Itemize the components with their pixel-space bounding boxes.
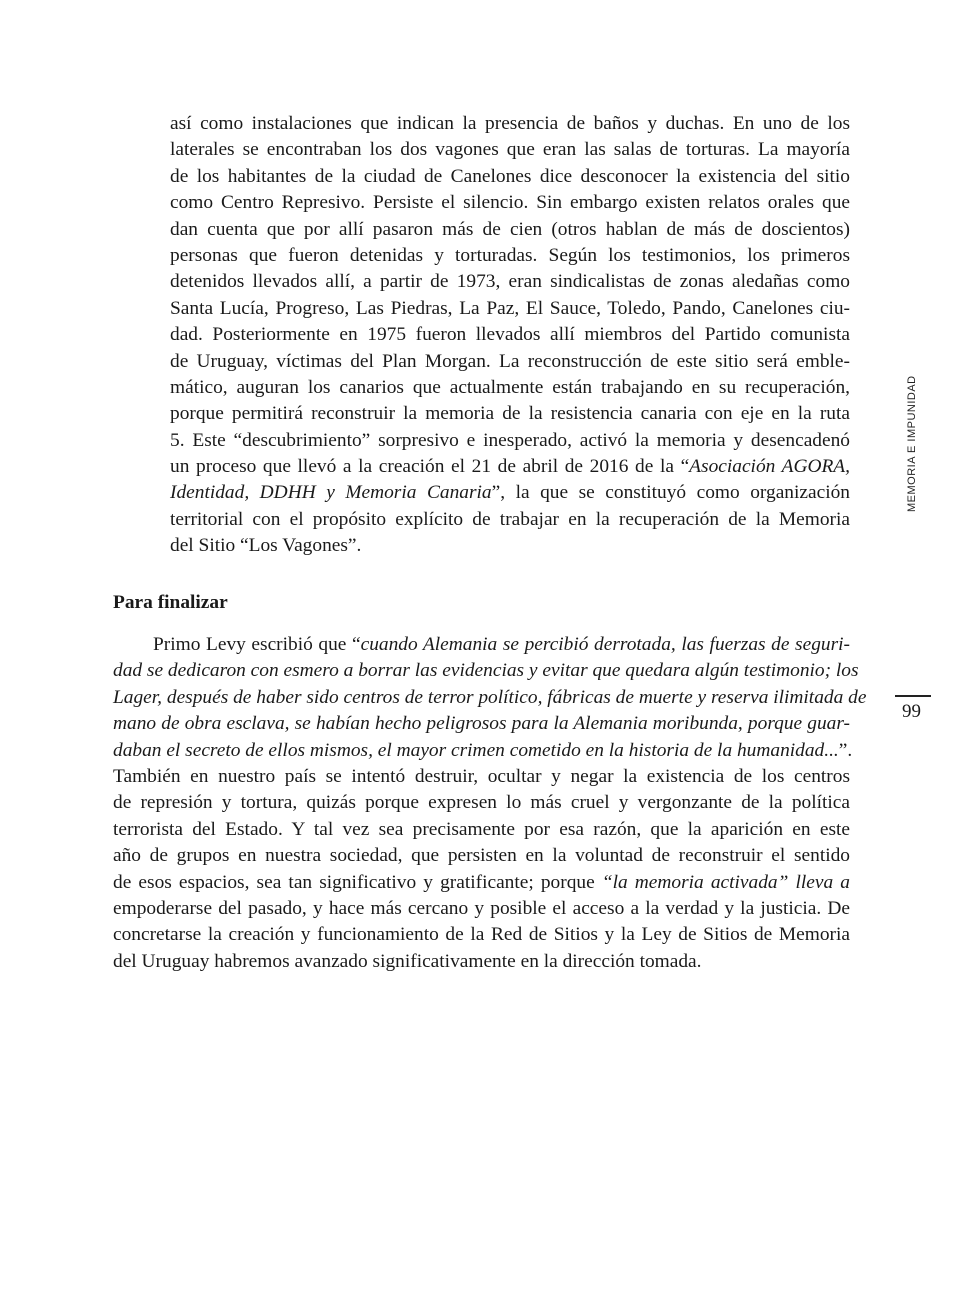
text-line (170, 111, 850, 137)
text-segment: Santa Lucía, Progreso, Las Piedras, La Paz, El Sauce, Toledo, Pando, Canelones ciu- (170, 297, 850, 319)
text-line (170, 533, 850, 559)
italic-text: “la memoria activada” lleva a (601, 871, 850, 893)
text-segment: territorial con el propósito explícito de trabajar en la recuperación de la Memoria (170, 508, 850, 530)
text-line (170, 428, 850, 454)
page-number: 99 (902, 701, 921, 722)
text-line (113, 790, 850, 816)
text-segment: También en nuestro país se intentó destruir, ocultar y negar la existencia de los centros (113, 765, 850, 787)
text-line (170, 507, 850, 533)
text-line (170, 322, 850, 348)
italic-text: cuando Alemania se percibió derrotada, las fuerzas de seguri- (360, 634, 850, 655)
text-segment: así como instalaciones que indican la presencia de baños y duchas. En uno de los (170, 113, 850, 134)
text-line (170, 217, 850, 243)
text-segment: de Uruguay, víctimas del Plan Morgan. La reconstrucción de este sitio será emble- (170, 350, 850, 372)
text-segment: detenidos llevados allí, a partir de 1973, eran sindicalistas de zonas aledañas como (170, 271, 850, 293)
italic-text: dad se dedicaron con esmero a borrar las evidencias y evitar que quedara algún testimonio; los (113, 660, 859, 682)
text-segment: personas que fueron detenidas y torturadas. Según los testimonios, los primeros (170, 244, 850, 266)
text-segment: Primo Levy escribió que “ (153, 634, 361, 655)
text-segment: del Sitio “Los Vagones”. (170, 535, 362, 557)
italic-text: mano de obra esclava, se habían hecho peligrosos para la Alemania moribunda, porque guar- (113, 713, 850, 735)
text-line (113, 922, 850, 948)
text-line (170, 480, 850, 506)
italic-text: daban el secreto de ellos mismos, el mayor crimen cometido en la historia de la humanidad... (113, 739, 839, 761)
text-segment: empoderarse del pasado, y hace más cercano y posible el acceso a la verdad y la justicia. De (113, 897, 850, 919)
text-segment: mático, auguran los canarios que actualmente están trabajando en su recuperación, (170, 376, 850, 398)
text-line (113, 949, 850, 975)
italic-text: Identidad, DDHH y Memoria Canaria (170, 482, 492, 504)
italic-text: Lager, después de haber sido centros de terror político, fábricas de muerte y reserva ilimitada de (113, 686, 867, 708)
text-line (170, 454, 850, 480)
text-segment: terrorista del Estado. Y tal vez sea precisamente por esa razón, que la aparición en este (113, 818, 850, 840)
text-line (170, 401, 850, 427)
text-line (170, 296, 850, 322)
text-segment: año de grupos en nuestra sociedad, que persisten en la voluntad de reconstruir el sentido (113, 845, 850, 867)
text-segment: dad. Posteriormente en 1975 fueron llevados allí miembros del Partido comunista (170, 324, 850, 346)
text-segment: un proceso que llevó a la creación el 21 de abril de 2016 de la “ (170, 456, 690, 478)
italic-text: Asociación AGORA, (689, 456, 850, 478)
text-line (113, 685, 867, 711)
text-segment: ”, la que se constituyó como organización (491, 482, 850, 504)
text-line (170, 243, 850, 269)
text-line (113, 870, 850, 896)
text-segment: 5. Este “descubrimiento” sorpresivo e inesperado, activó la memoria y desencadenó (170, 429, 850, 451)
text-line (113, 711, 850, 737)
folio-rule (895, 695, 931, 697)
text-line (113, 738, 853, 764)
text-segment: dan cuenta que por allí pasaron más de cien (otros hablan de más de doscientos) (170, 218, 850, 240)
text-segment: de esos espacios, sea tan significativo y gratificante; porque (113, 871, 602, 893)
text-segment: laterales se encontraban los dos vagones que eran las salas de torturas. La mayoría (170, 139, 850, 161)
text-segment: de los habitantes de la ciudad de Canelones dice desconocer la existencia del sitio (170, 165, 850, 187)
text-line (113, 764, 850, 790)
text-line (113, 896, 850, 922)
text-line (113, 817, 850, 843)
text-line (170, 190, 850, 216)
text-line (113, 658, 859, 684)
text-line (170, 164, 850, 190)
text-segment: del Uruguay habremos avanzado significativamente en la dirección tomada. (113, 950, 702, 972)
section-heading: Para finalizar (113, 592, 228, 613)
text-segment: concretarse la creación y funcionamiento de la Red de Sitios y la Ley de Sitios de Memoria (113, 924, 850, 946)
running-head: MEMORIA E IMPUNIDAD (906, 375, 918, 512)
body-paragraph (113, 632, 867, 975)
text-segment: porque permitirá reconstruir la memoria de la resistencia canaria con eje en la ruta (170, 403, 850, 425)
text-segment: ”. (838, 739, 853, 761)
text-line (113, 632, 850, 658)
text-line (170, 375, 850, 401)
text-line (170, 349, 850, 375)
text-segment: como Centro Represivo. Persiste el silencio. Sin embargo existen relatos orales que (170, 192, 850, 214)
text-line (113, 843, 850, 869)
text-line (170, 137, 850, 163)
quote-block (170, 111, 850, 560)
text-line (170, 269, 850, 295)
text-segment: de represión y tortura, quizás porque expresen lo más cruel y vergonzante de la política (113, 792, 850, 814)
